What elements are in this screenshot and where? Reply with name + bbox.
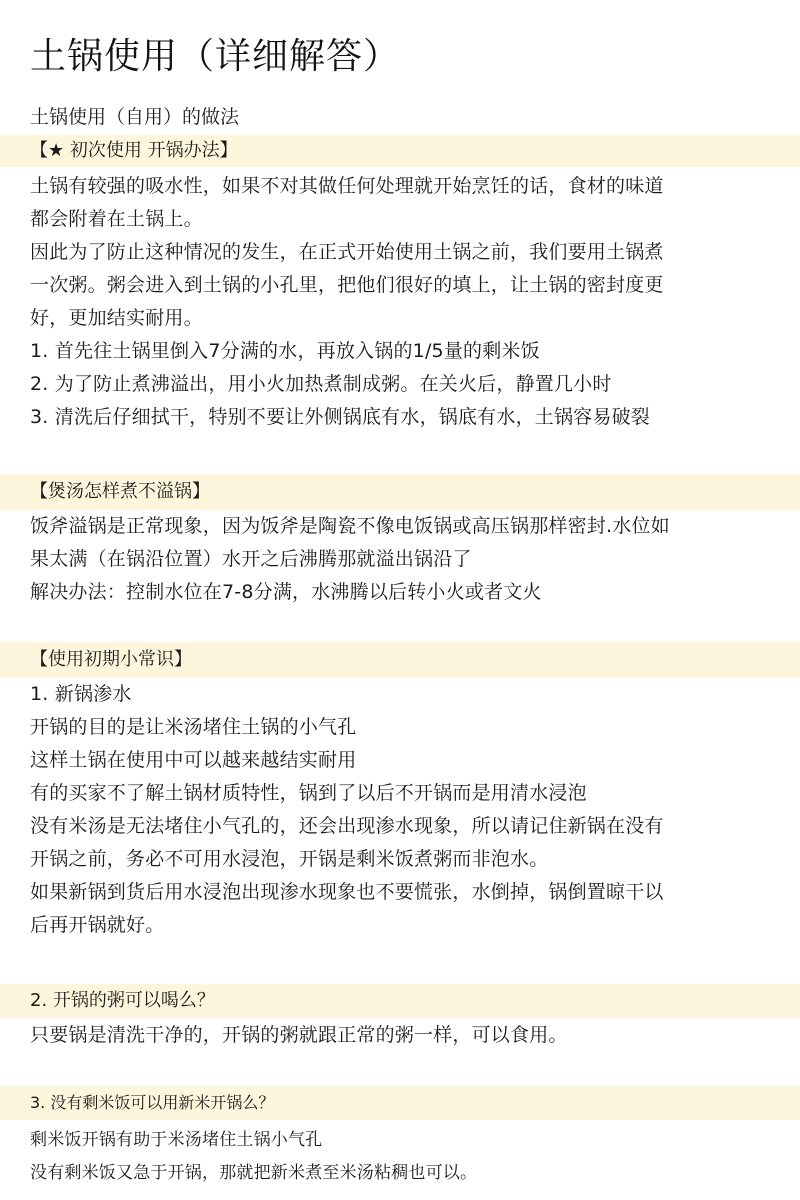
paragraph-line: 都会附着在土锅上。 (30, 208, 203, 230)
paragraph-line: 因此为了防止这种情况的发生，在正式开始使用土锅之前，我们要用土锅煮 (30, 241, 664, 263)
paragraph-line: 开锅之前，务必不可用水浸泡，开锅是剩米饭煮粥而非泡水。 (30, 848, 549, 870)
section-body-new-rice (30, 1124, 770, 1190)
section-heading-new-rice: 3. 没有剩米饭可以用新米开锅么？ (30, 1093, 275, 1112)
paragraph-line: 解决办法：控制水位在7-8分满，水沸腾以后转小火或者文火 (30, 581, 542, 603)
section-heading-tips: 【使用初期小常识】 (30, 649, 192, 670)
section-heading-first-use: 【★ 初次使用 开锅办法】 (30, 140, 238, 161)
section-heading-porridge: 2. 开锅的粥可以喝么？ (30, 990, 215, 1011)
paragraph-line: 如果新锅到货后用水浸泡出现渗水现象也不要慌张，水倒掉，锅倒置晾干以 (30, 881, 664, 903)
section-body-overflow (30, 510, 770, 609)
paragraph-line: 好，更加结实耐用。 (30, 307, 203, 329)
paragraph-line: 没有剩米饭又急于开锅，那就把新米煮至米汤粘稠也可以。 (30, 1163, 478, 1183)
paragraph-line: 后再开锅就好。 (30, 914, 165, 936)
paragraph-line: 剩米饭开锅有助于米汤堵住土锅小气孔 (30, 1130, 323, 1150)
paragraph-line: 饭斧溢锅是正常现象，因为饭斧是陶瓷不像电饭锅或高压锅那样密封.水位如 (30, 515, 670, 537)
paragraph-line: 只要锅是清洗干净的，开锅的粥就跟正常的粥一样，可以食用。 (30, 1024, 568, 1046)
paragraph-line: 一次粥。粥会进入到土锅的小孔里，把他们很好的填上，让土锅的密封度更 (30, 274, 664, 296)
step-line: 1. 首先往土锅里倒入7分满的水，再放入锅的1/5量的剩米饭 (30, 340, 540, 362)
page-subtitle: 土锅使用（自用）的做法 (30, 106, 240, 128)
paragraph-line: 有的买家不了解土锅材质特性，锅到了以后不开锅而是用清水浸泡 (30, 782, 587, 804)
section-heading-overflow: 【煲汤怎样煮不溢锅】 (30, 481, 210, 502)
paragraph-line: 土锅有较强的吸水性，如果不对其做任何处理就开始烹饪的话，食材的味道 (30, 175, 664, 197)
section-body-porridge (30, 1019, 770, 1052)
step-line: 2. 为了防止煮沸溢出，用小火加热煮制成粥。在关火后，静置几小时 (30, 373, 612, 395)
paragraph-line: 果太满（在锅沿位置）水开之后沸腾那就溢出锅沿了 (30, 548, 472, 570)
step-line: 3. 清洗后仔细拭干，特别不要让外侧锅底有水，锅底有水，土锅容易破裂 (30, 406, 650, 428)
paragraph-line: 开锅的目的是让米汤堵住土锅的小气孔 (30, 716, 357, 738)
section-body-tips (30, 678, 770, 942)
paragraph-line: 1. 新锅渗水 (30, 683, 132, 705)
paragraph-line: 没有米汤是无法堵住小气孔的，还会出现渗水现象，所以请记住新锅在没有 (30, 815, 664, 837)
paragraph-line: 这样土锅在使用中可以越来越结实耐用 (30, 749, 357, 771)
section-body-first-use (30, 170, 770, 434)
page-title: 土锅使用（详细解答） (30, 36, 401, 77)
